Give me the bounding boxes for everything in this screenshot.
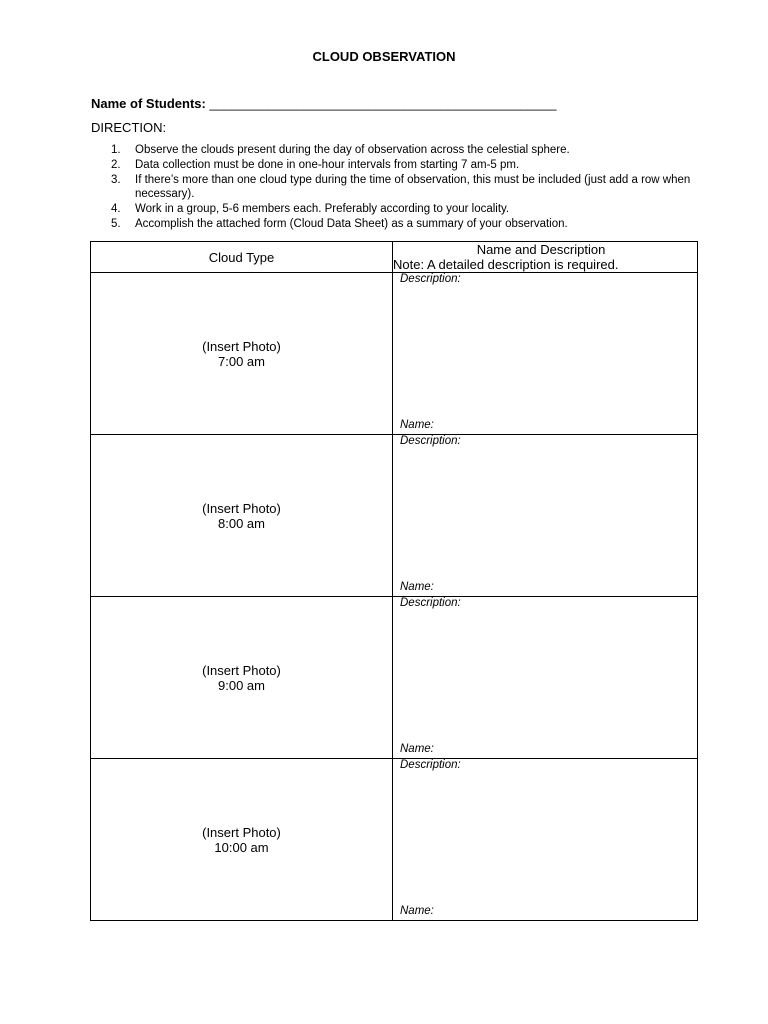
insert-photo-label: (Insert Photo) [202, 662, 281, 678]
header-note: Note: A detailed description is required. [393, 257, 619, 272]
direction-item: 5. Accomplish the attached form (Cloud Data Sheet) as a summary of your observation. [111, 217, 568, 230]
cloud-data-table [90, 241, 698, 921]
header-name-desc-label: Name and Description [476, 242, 606, 257]
direction-item: 3. If there’s more than one cloud type during the time of observation, this must be included (just add a row when necessary). [111, 173, 691, 201]
name-label: Name: [400, 743, 434, 755]
table-row [91, 435, 698, 597]
description-cell[interactable] [393, 273, 698, 435]
description-label: Description: [400, 273, 461, 285]
description-label: Description: [400, 435, 461, 447]
insert-photo-cell[interactable] [91, 435, 393, 597]
name-label: Name: [400, 419, 434, 431]
name-label: Name: [400, 581, 434, 593]
time-label: 9:00 am [218, 677, 265, 693]
insert-photo-label: (Insert Photo) [202, 824, 281, 840]
table-row [91, 273, 698, 435]
time-label: 8:00 am [218, 515, 265, 531]
description-label: Description: [400, 759, 461, 771]
direction-item: 2. Data collection must be done in one-hour intervals from starting 7 am-5 pm. [111, 158, 520, 171]
description-cell[interactable] [393, 759, 698, 921]
direction-item: 1. Observe the clouds present during the day of observation across the celestial sphere. [111, 144, 570, 156]
header-name-description [393, 242, 698, 273]
insert-photo-label: (Insert Photo) [202, 500, 281, 516]
description-label: Description: [400, 597, 461, 609]
table-header-row [91, 242, 698, 273]
students-name-line [91, 96, 557, 111]
header-cloud-type: Cloud Type [91, 242, 393, 273]
time-label: 7:00 am [218, 353, 265, 369]
insert-photo-cell[interactable] [91, 597, 393, 759]
direction-heading: DIRECTION: [91, 120, 167, 135]
direction-item: 4. Work in a group, 5-6 members each. Preferably according to your locality. [111, 203, 510, 216]
table-row [91, 759, 698, 921]
description-cell[interactable] [393, 435, 698, 597]
insert-photo-label: (Insert Photo) [202, 338, 281, 354]
directions-list [111, 143, 711, 232]
students-name-blank[interactable]: ________________________________________________ [209, 96, 557, 111]
name-label: Name: [400, 905, 434, 917]
time-label: 10:00 am [214, 839, 269, 855]
insert-photo-cell[interactable] [91, 759, 393, 921]
insert-photo-cell[interactable] [91, 273, 393, 435]
page-title: CLOUD OBSERVATION [312, 49, 456, 64]
description-cell[interactable] [393, 597, 698, 759]
students-label: Name of Students: [91, 96, 206, 111]
table-row [91, 597, 698, 759]
